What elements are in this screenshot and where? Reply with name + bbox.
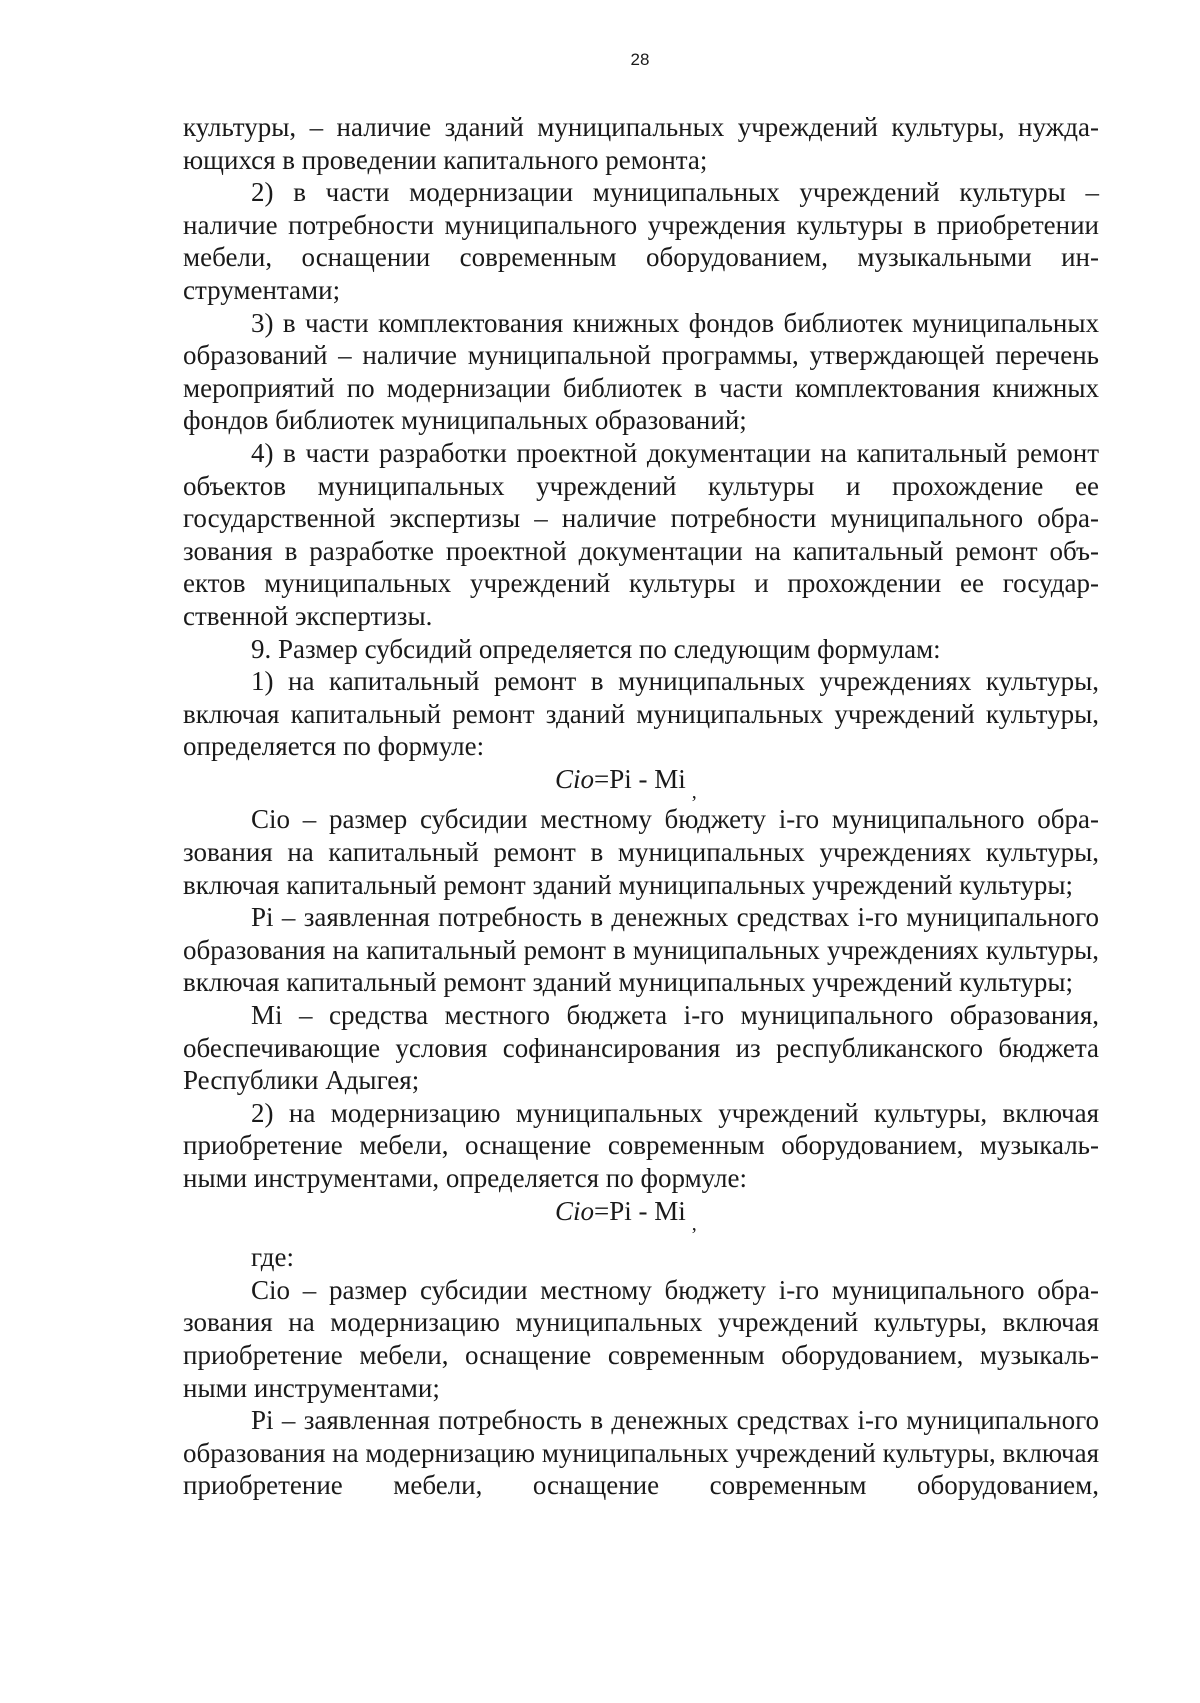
formula-spacer (183, 1227, 1099, 1241)
paragraph-6: 1) на капитальный ремонт в муниципальных учреждениях культуры, включая капитальный ремонт зданий муниципальных учреждений культуры, определяется по формуле: (183, 666, 1099, 762)
formula-rhs: Pi - Mi (609, 1195, 686, 1226)
formula-lhs: Cio (555, 763, 595, 794)
paragraph-2: 2) в части модернизации муниципальных учреждений культуры – наличие потребности муниципального учреждения культуры в приобретении мебели, оснащении современным оборудованием, музыкальными инструментами; (183, 177, 1099, 305)
paragraph-3: 3) в части комплектования книжных фондов библиотек муниципальных образований – наличие муниципальной программы, утверждающей перечень мероприятий по модернизации библиотек в части комплектования книжных фондов библиотек муниципальных образований; (183, 307, 1099, 436)
formula-equals: = (594, 1195, 610, 1226)
paragraph-7: Сiо – размер субсидии местному бюджету i-го муниципального образования на капитальный ремонт в муниципальных учреждениях культуры, включая капитальный ремонт зданий муниципальных учреждений культуры; (183, 804, 1099, 900)
paragraph-4: 4) в части разработки проектной документации на капитальный ремонт объектов муниципальных учреждений культуры и прохождение ее государственной экспертизы – наличие потребности муниципального образования в разработке проектной документации на капитальный ремонт объектов муниципальных учреждений культуры и прохождении ее государственной экспертизы. (183, 437, 1099, 631)
formula-lhs: Cio (555, 1195, 595, 1226)
formula-rhs: Pi - Mi (609, 763, 686, 794)
paragraph-12: Сiо – размер субсидии местному бюджету i-го муниципального образования на модернизацию муниципальных учреждений культуры, включая приобретение мебели, оснащение современным оборудованием, музыкальными инструментами; (183, 1274, 1099, 1403)
paragraph-13: Pi – заявленная потребность в денежных средствах i-го муниципального образования на модернизацию муниципальных учреждений культуры, включая приобретение мебели, оснащение современным оборудованием, (183, 1405, 1099, 1501)
paragraph-8: Pi – заявленная потребность в денежных средствах i-го муниципального образования на капитальный ремонт в муниципальных учреждениях культуры, включая капитальный ремонт зданий муниципальных учреждений культуры; (183, 902, 1099, 998)
formula-equals: = (594, 763, 610, 794)
paragraph-10: 2) на модернизацию муниципальных учреждений культуры, включая приобретение мебели, оснащение современным оборудованием, музыкальными инструментами, определяется по формуле: (183, 1097, 1099, 1193)
paragraph-11: где: (251, 1242, 294, 1273)
paragraph-1: культуры, – наличие зданий муниципальных учреждений культуры, нуждающихся в проведении капитального ремонта; (183, 112, 1099, 175)
formula-spacer (183, 795, 1099, 803)
page-number: 28 (630, 50, 650, 69)
formula-comma: , (691, 780, 697, 803)
formula-1 (183, 763, 1099, 803)
paragraph-5: 9. Размер субсидий определяется по следующим формулам: (251, 633, 941, 664)
formula-2 (183, 1195, 1099, 1235)
document-body (183, 111, 1099, 1502)
paragraph-9: Mi – средства местного бюджета i-го муниципального образования, обеспечивающие условия софинансирования из республиканского бюджета Республики Адыгея; (183, 1000, 1099, 1096)
formula-comma: , (691, 1212, 697, 1235)
